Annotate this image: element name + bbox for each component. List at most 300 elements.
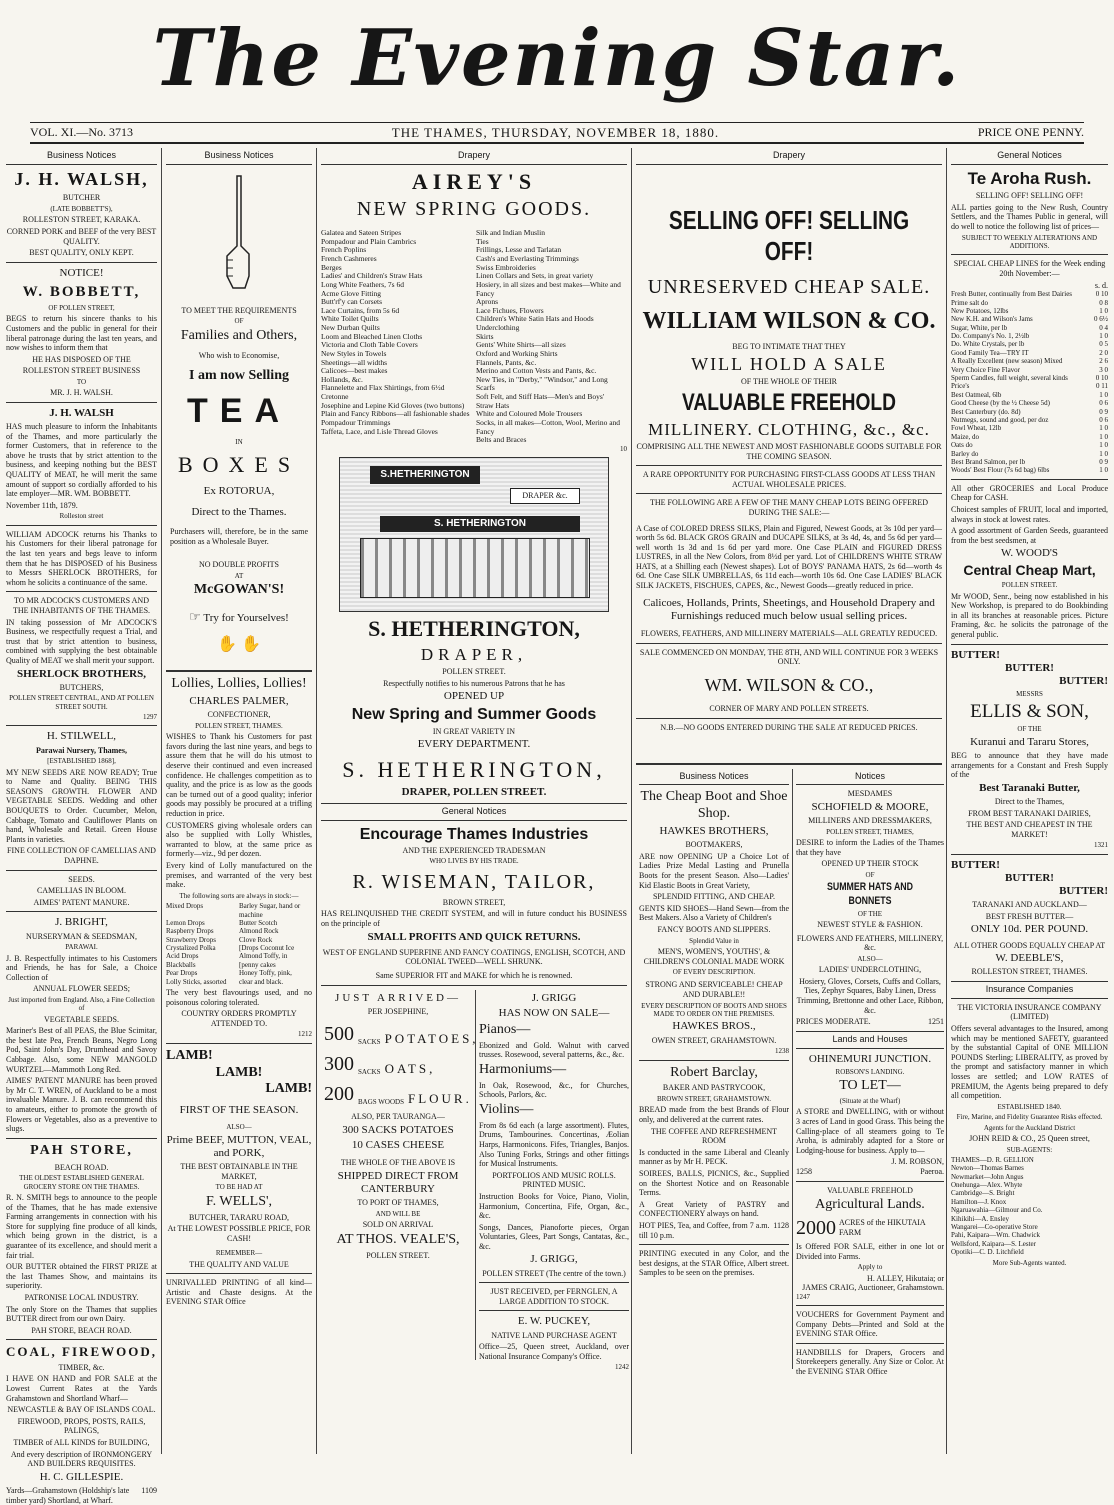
hand-pointer-icon	[166, 169, 312, 304]
strong: STRONG AND SERVICEABLE! CHEAP AND DURABLE!!	[645, 980, 783, 1000]
splendid-fitting: SPLENDID FITTING, AND CHEAP.	[652, 892, 775, 902]
splendid-value: Splendid Value in	[689, 936, 739, 945]
ad-number: 10	[620, 444, 627, 453]
brown-street: BROWN STREET,	[442, 897, 506, 907]
column-2	[162, 148, 317, 1454]
price-item: Fresh Butter, continually from Best Dairies	[951, 290, 1073, 299]
portfolios: PORTFOLIOS AND MUSIC ROLLS. PRINTED MUSIC.	[492, 1170, 616, 1190]
ad-number: 1247	[796, 1292, 810, 1301]
list-item: Frillings, Lesse and Tarlatan	[476, 245, 562, 255]
draper-pollen: DRAPER, POLLEN STREET.	[401, 785, 547, 798]
price-row	[951, 290, 1108, 298]
jh-walsh: J. H. WALSH	[49, 406, 114, 419]
newspaper-title: The Evening Star.	[152, 13, 962, 104]
list-item: Straw Hats	[476, 400, 510, 410]
list-item: Cash's and Everlasting Trimmings	[476, 254, 579, 264]
list-item: Almond Rock	[239, 927, 279, 936]
prime-meat: Prime BEEF, MUTTON, VEAL, and PORK,	[166, 1133, 312, 1159]
sacks2: 300 SACKS POTATOES	[342, 1124, 454, 1136]
price-value: 2 6	[1099, 357, 1108, 366]
more-sub-agents: More Sub-Agents wanted.	[992, 1258, 1067, 1267]
list-item: Blackballs	[166, 960, 196, 969]
annual-seeds: ANNUAL FLOWER SEEDS;	[32, 984, 131, 994]
price-value: 0 6	[1099, 415, 1108, 424]
list-item: Cambridge—S. Bright	[951, 1189, 1015, 1198]
established: ESTABLISHED 1840.	[997, 1102, 1062, 1111]
shop-sign: S.HETHERINGTON	[370, 466, 480, 484]
column-1	[2, 148, 162, 1505]
list-item: Long White Feathers, 7s 6d	[321, 279, 404, 289]
garden-seeds: A good assortment of Garden Seeds, guaranteed from the best seedsmen, at	[951, 526, 1108, 545]
section-header: Lands and Houses	[796, 1031, 944, 1049]
pah-store2: PAH STORE, BEACH ROAD.	[31, 1325, 132, 1335]
aimes-body: AIMES' PATENT MANURE has been proved by Mr C. T. WREN, of Auckland to be a most invaluable Manure. J. B. can recommend this to amateurs, either to promote the growth of Flowers or Vegetables, also as a preventive to slugs.	[6, 1076, 157, 1134]
violins-body: From 8s 6d each (a large assortment). Flutes, Drums, Tambourines. Concertinas, Æolian Harps, Harmonicons. Fifes, Triangles, Banjos. Also Tuning Forks, Strings and other fittings for Musical Instruments.	[479, 1120, 629, 1169]
list-item: Oxford and Working Shirts	[476, 348, 558, 358]
walsh-trade: BUTCHER	[62, 193, 101, 203]
price-row	[951, 458, 1108, 466]
list-item: Lemon Drops	[166, 918, 205, 927]
price: PRICE ONE PENNY.	[977, 125, 1084, 139]
shipped-direct: SHIPPED DIRECT FROM CANTERBURY	[337, 1169, 459, 1196]
list-item: Almond Toffy, in	[239, 952, 288, 961]
walsh-address: ROLLESTON STREET, KARAKA.	[22, 215, 141, 225]
sub-agents-list	[951, 1156, 1108, 1257]
ad-number: 1242	[615, 1363, 629, 1372]
column-4	[632, 148, 947, 1454]
sherlock-address: POLLEN STREET CENTRAL, AND AT POLLEN STREET SOUTH.	[9, 694, 154, 711]
confectioner: CONFECTIONER,	[207, 710, 271, 720]
lamb: LAMB!	[166, 1047, 213, 1063]
pah-butter: OUR BUTTER obtained the FIRST PRIZE at the last Thames Show, and maintains its superiority.	[6, 1262, 157, 1291]
unit: SACKS	[358, 1068, 381, 1077]
to-let: TO LET—	[839, 1078, 901, 1094]
walsh-line: CORNED PORK and BEEF of the very BEST QUALITY.	[6, 226, 157, 246]
mens-work: MEN'S, WOMEN'S, YOUTHS', & CHILDREN'S COLONIAL MADE WORK	[643, 946, 785, 966]
veale: AT THOS. VEALE'S,	[336, 1231, 460, 1247]
schofield: SCHOFIELD & MOORE,	[811, 800, 929, 813]
list-item: Wellsford, Kaipara—S. Lester	[951, 1239, 1036, 1248]
victoria-insurance: THE VICTORIA INSURANCE COMPANY (LIMITED)	[957, 1002, 1102, 1022]
economise: Who wish to Economise,	[198, 350, 280, 360]
butter: BUTTER!	[951, 648, 1000, 661]
of: OF	[865, 870, 875, 879]
brown-st: BROWN STREET, GRAHAMSTOWN.	[656, 1095, 772, 1104]
wells-butcher: BUTCHER, TARARU ROAD,	[188, 1212, 290, 1222]
just-received: JUST RECEIVED, per FERNGLEN, A LARGE ADDITION TO STOCK.	[490, 1287, 618, 1306]
palmer-body: WISHES to Thank his Customers for past favors during the last nine years, and begs to assure them that he will do his utmost to deserve their continued and even increased confidence. He challenges competition as to quality, and the price is as low as the goods can be turned out of a good quality; inferior goods may possibly be procured at a trifling reduction in price.	[166, 732, 312, 818]
paeroa: Paeroa.	[920, 1166, 944, 1176]
list-item: French Poplins	[321, 245, 367, 255]
camellias-bloom: CAMELLIAS IN BLOOM.	[36, 886, 127, 896]
subject-to: SUBJECT TO WEEKLY ALTERATIONS AND ADDITIONS.	[961, 233, 1098, 250]
following-lots: THE FOLLOWING ARE A FEW OF THE MANY CHEAP LOTS BEING OFFERED DURING THE SALE:—	[649, 498, 928, 517]
price-row	[951, 382, 1108, 390]
pah-oldest: THE OLDEST ESTABLISHED GENERAL GROCERY STORE ON THE THAMES.	[19, 1174, 144, 1191]
palmer-body3: Every kind of Lolly manufactured on the premises, and warranted of the very best make.	[166, 860, 312, 890]
boxes: BOXES	[177, 452, 301, 478]
price-row	[951, 324, 1108, 332]
woods: W. WOOD'S	[1001, 547, 1058, 560]
list-item: Children's White Satin Hats and Hoods	[476, 314, 594, 324]
price-value: 0 11	[1096, 382, 1108, 391]
grigg-sale: HAS NOW ON SALE—	[498, 1006, 610, 1019]
apply: Apply to	[857, 1263, 883, 1272]
of-the: OF THE	[857, 909, 883, 918]
pastry: A Great Variety of PASTRY and CONFECTIONERY always on hand.	[639, 1199, 789, 1219]
price-row	[951, 374, 1108, 382]
millinery: MILLINERY. CLOTHING, &c., &c.	[648, 419, 930, 439]
coal-heading: COAL, FIREWOOD,	[6, 1344, 157, 1360]
sale-commenced: SALE COMMENCED ON MONDAY, THE 8TH, AND WILL CONTINUE FOR 3 WEEKS ONLY.	[639, 647, 939, 667]
list-item: Pahi, Kaipara—Wm. Chadwick	[951, 1231, 1041, 1240]
corner: CORNER OF MARY AND POLLEN STREETS.	[709, 704, 869, 714]
price-item: New K.H. and Wilson's Jams	[951, 315, 1033, 324]
quantity: 300	[324, 1053, 354, 1076]
list-item: Linen Collars and Sets, in great variety	[476, 271, 594, 281]
unit: BAGS WOODS	[358, 1098, 404, 1107]
price-item: Sugar, White, per lb	[951, 323, 1008, 332]
bobbett-body: BEGS to return his sincere thanks to his Customers and the public in general for their liberal patronage during the last ten years, and now wishes to inform them that	[6, 314, 157, 353]
price-row	[951, 391, 1108, 399]
section-header: Business Notices	[6, 148, 157, 165]
list-item: Taffeta, Lace, and Lisle Thread Gloves	[321, 426, 438, 436]
price-item: Good Cheese (by the ½ Cheese 5d)	[951, 399, 1050, 408]
hold-sale: WILL HOLD A SALE	[691, 353, 887, 374]
bread: BREAD made from the best Brands of Flour only, and delivered at the current rates.	[639, 1105, 789, 1124]
butter: BUTTER!	[1005, 871, 1054, 884]
butter: BUTTER!	[1059, 885, 1108, 898]
pianos-body: Ebonized and Gold. Walnut with carved trusses. Rosewood, several patterns, &c., &c.	[479, 1040, 629, 1060]
quantity: 200	[324, 1083, 354, 1106]
annual-sub: Just imported from England. Also, a Fine Collection of	[8, 995, 155, 1013]
baker: BAKER AND PASTRYCOOK,	[662, 1083, 766, 1093]
price-row	[951, 349, 1108, 357]
price-value: 0 10	[1095, 374, 1108, 383]
list-item: Crystalized Polka	[166, 944, 216, 953]
whole-of: OF THE WHOLE OF THEIR	[741, 377, 837, 387]
craig: JAMES CRAIG, Auctioneer, Grahamstown.	[802, 1283, 944, 1293]
list-item: Cretonne	[321, 392, 349, 402]
offered: Is Offered FOR SALE, either in one lot or Divided into Farms.	[796, 1241, 944, 1261]
wiseman: R. WISEMAN, TAILOR,	[352, 870, 596, 893]
veg-body: Mariner's Best of all PEAS, the Blue Scimitar, the best late Pea, French Beans, Negro Long Pod, Saint John's Day, Drumhead and Savoy Cabbage. Also, some NEW MANGOLD WURTZEL—Mammoth Long Red.	[6, 1026, 157, 1074]
price-row	[951, 466, 1108, 474]
acres: ACRES of the HIKUTAIA FARM	[839, 1218, 926, 1237]
violins: Violins—	[479, 1101, 534, 1117]
puckey: E. W. PUCKEY,	[517, 1315, 591, 1328]
lowest-price: At THE LOWEST POSSIBLE PRICE, FOR CASH!	[167, 1224, 311, 1243]
wharf: (Situate at the Wharf)	[839, 1097, 901, 1105]
valuable-freehold: VALUABLE FREEHOLD	[827, 1185, 913, 1195]
price-value: 1 0	[1099, 332, 1108, 341]
wm-wilson: WM. WILSON & CO.,	[704, 674, 874, 695]
grigg2: J. GRIGG,	[530, 1253, 578, 1266]
taranaki-butter: Best Taranaki Butter,	[979, 781, 1080, 794]
list-item: Butt'rf'y can Corsets	[321, 297, 383, 307]
price-item: Price's	[951, 382, 970, 391]
unit: SACKS	[358, 1038, 381, 1047]
price-value: 1 0	[1099, 424, 1108, 433]
list-item: clear and black.	[239, 977, 284, 986]
pah-road: BEACH ROAD.	[54, 1162, 109, 1172]
grigg: J. GRIGG	[531, 991, 577, 1004]
price-row	[951, 399, 1108, 407]
list-item: New Durban Quilts	[321, 323, 380, 333]
section-header: Business Notices	[166, 148, 312, 165]
fresh-butter: BEST FRESH BUTTER—	[985, 911, 1074, 921]
lamb: LAMB!	[215, 1064, 263, 1080]
list-item: Newmarket—John Angus	[951, 1172, 1024, 1181]
airey: AIREY'S	[411, 168, 537, 194]
list-item: Acid Drops	[166, 952, 199, 961]
bootmakers: BOOTMAKERS,	[685, 840, 743, 850]
per-josephine: PER JOSEPHINE,	[367, 1006, 429, 1016]
ad-number: 1128	[773, 1220, 789, 1230]
of: OF	[234, 317, 244, 326]
price-row	[951, 366, 1108, 374]
section-header: Drapery	[321, 148, 627, 165]
experienced: AND THE EXPERIENCED TRADESMAN	[402, 845, 546, 855]
gillespie: H. C. GILLESPIE.	[39, 1470, 124, 1483]
price-item: Sperm Candles, full weight, several kinds	[951, 374, 1068, 383]
bright-body: J. B. Respectfully intimates to his Customers and Friends, he has for Sale, a Choice Collection of	[6, 953, 157, 982]
price-row	[951, 433, 1108, 441]
item: FLOUR.	[407, 1090, 472, 1106]
relinquished: HAS RELINQUISHED THE CREDIT SYSTEM, and will in future conduct his BUSINESS on the principle of	[321, 909, 627, 929]
great-variety: IN GREAT VARIETY IN	[432, 726, 516, 736]
selling-off: SELLING OFF! SELLING OFF!	[668, 204, 910, 266]
aimes: AIMES' PATENT MANURE.	[33, 897, 130, 907]
price-item: Prime salt do	[951, 298, 988, 307]
ladies-underclothing: LADIES' UNDERCLOTHING,	[818, 965, 922, 975]
price-item: Woods' Best Flour (7s 6d bag) 6lbs	[951, 466, 1050, 475]
price-item: New Potatoes, 12lbs	[951, 306, 1009, 315]
handbills: HANDBILLS for Drapers, Grocers and Storekeepers generally. Any Size or Color. At the EVENING STAR Office	[796, 1347, 944, 1377]
list-item	[324, 1022, 479, 1047]
unreserved: UNRESERVED CHEAP SALE.	[647, 276, 931, 299]
stilwell-name: H. STILWELL,	[46, 730, 117, 743]
list-item: Plain and Fancy Ribbons—all fashionable shades	[321, 409, 470, 419]
list-item: French Cashmeres	[321, 254, 377, 264]
direct: Direct to the Thames.	[191, 505, 287, 518]
flowers-millinery: FLOWERS AND FEATHERS, MILLINERY, &c.	[796, 933, 944, 953]
desire: DESIRE to inform the Ladies of the Thames that they have	[796, 838, 944, 857]
ad-number: 1238	[775, 1047, 789, 1056]
calicoes: Calicoes, Hollands, Prints, Sheetings, and Household Drapery and Furnishings reduced much below usual selling prices.	[643, 596, 935, 622]
list-item: Mixed Drops	[166, 902, 204, 911]
small-profits: SMALL PROFITS AND QUICK RETURNS.	[367, 930, 581, 943]
hawkes: HAWKES BROTHERS,	[659, 824, 769, 837]
item: OATS,	[384, 1060, 436, 1076]
list-item: White Toilet Quilts	[321, 314, 379, 324]
price-value: 0 9	[1099, 457, 1108, 466]
pianos: Pianos—	[479, 1022, 531, 1037]
to-meet: TO MEET THE REQUIREMENTS	[181, 305, 297, 315]
pah-store: PAH STORE,	[30, 1142, 133, 1158]
price-value: 1 0	[1099, 432, 1108, 441]
bright-place: PARAWAI.	[65, 943, 98, 952]
choicest: Choicest samples of FRUIT, local and imported, always in stock at lowest rates.	[951, 504, 1108, 524]
hawkes-body: ARE now OPENING UP a Choice Lot of Ladies Prize Medal Lasting and Prunella Boots for the present Season. Also—Ladies' Kid Elastic Boots in Great Variety,	[639, 851, 789, 890]
ad-number: 1109	[141, 1486, 157, 1496]
price-list	[951, 290, 1108, 475]
quality-value: THE QUALITY AND VALUE	[189, 1259, 289, 1269]
sorts-list	[166, 902, 312, 986]
list-item: Kihikihi—A. Ensley	[951, 1214, 1009, 1223]
opened-stock: OPENED UP THEIR STOCK	[821, 859, 919, 869]
selling: I am now Selling	[189, 368, 289, 384]
list-item: Gents' White Shirts—all sizes	[476, 340, 566, 350]
summer-hats: SUMMER HATS AND BONNETS	[826, 881, 914, 907]
price-row	[951, 357, 1108, 365]
price-row	[951, 441, 1108, 449]
list-item: Belts and Braces	[476, 435, 527, 445]
harmoniums: Harmoniums—	[479, 1061, 567, 1077]
rolleston: ROLLESTON STREET, THAMES.	[971, 967, 1088, 977]
butter: BUTTER!	[951, 858, 1000, 871]
lollies: Lollies, Lollies, Lollies!	[171, 676, 307, 692]
price-row	[951, 332, 1108, 340]
agents: Agents for the Auckland District	[983, 1123, 1076, 1132]
price-item: Do. Company's No. 1, 2½lb	[951, 332, 1030, 341]
puckey-office: Office—25, Queen street, Auckland, over National Insurance Company's Office.	[479, 1342, 629, 1361]
flowers-feathers: FLOWERS, FEATHERS, AND MILLINERY MATERIALS—ALL GREATLY REDUCED.	[640, 629, 938, 639]
rare-opportunity: A RARE OPPORTUNITY FOR PURCHASING FIRST-CLASS GOODS AT LESS THAN ACTUAL WHOLESALE PRICES.	[642, 470, 936, 489]
opened-up: OPENED UP	[443, 690, 505, 703]
at: AT	[234, 571, 244, 580]
mesdames: MESDAMES	[847, 789, 893, 799]
prices-moderate: PRICES MODERATE.	[796, 1017, 871, 1027]
price-row	[951, 408, 1108, 416]
price-row	[951, 450, 1108, 458]
list-item: Underclothing	[476, 323, 520, 333]
bright-trade: NURSERYMAN & SEEDSMAN,	[26, 931, 137, 941]
list-item: Hamilton—J. Knox	[951, 1197, 1007, 1206]
list-item: Butter Scotch	[239, 918, 278, 927]
list-item: Ties	[476, 236, 489, 246]
walsh-late: (LATE BOBBETT'S),	[50, 204, 113, 213]
list-item: Pear Drops	[166, 969, 198, 978]
special-lines: SPECIAL CHEAP LINES for the Week ending 20th November:—	[953, 259, 1106, 278]
price-value: 1 0	[1099, 306, 1108, 315]
adcock-body2: IN taking possession of Mr ADCOCK'S Business, we respectfully request a Trial, and trust that by strict attention to business, combined with supplying the best obtainable Quality of MEAT we shall merit your support.	[6, 617, 157, 665]
store-body: A STORE and DWELLING, with or without 3 acres of Land in good Grass. This being the Calling-place of all steamers going to Te Aroha, is admirably adapted for a Store or Lodging-house for business. Apply to—	[796, 1107, 944, 1155]
palmer-addr: POLLEN STREET, THAMES.	[195, 721, 283, 730]
list-item: Clove Rock	[239, 935, 273, 944]
stilwell-nursery: Parawai Nursery, Thames,	[36, 745, 127, 755]
families: Families and Others,	[180, 327, 298, 343]
list-item: Silk and Indian Muslin	[476, 228, 545, 238]
encourage: Encourage Thames Industries	[359, 825, 589, 843]
flavourings: The very best flavourings used, and no poisonous coloring tolerated.	[166, 988, 312, 1007]
price-item: Maize, do	[951, 432, 979, 441]
list-item: Lace Fichues, Flowers	[476, 305, 544, 315]
fancy-boots: FANCY BOOTS AND SLIPPERS.	[657, 924, 771, 934]
vouchers: VOUCHERS for Government Payment and Company Debts—Printed and Sold at the EVENING STAR Office.	[796, 1310, 944, 1339]
wilson: WILLIAM WILSON & CO.	[642, 308, 936, 335]
same-fit: Same SUPERIOR FIT and MAKE for which he is renowned.	[375, 971, 573, 981]
selling-off: SELLING OFF! SELLING OFF!	[975, 191, 1084, 201]
shop-sign: S. HETHERINGTON	[380, 516, 580, 532]
pointing-hand-icon: ☞	[189, 608, 201, 624]
dateline	[30, 122, 1084, 144]
in: IN	[235, 437, 243, 446]
yards: Yards—Grahamstown (Holdship's late timber yard) Shortland, at Wharf.	[6, 1486, 130, 1505]
to-walsh: MR. J. H. WALSH.	[50, 388, 113, 398]
masthead	[0, 0, 1114, 120]
ohinemuri: OHINEMURI JUNCTION.	[808, 1052, 932, 1065]
robson-landing: ROBSON'S LANDING.	[835, 1067, 905, 1076]
price-value: 1 0	[1099, 449, 1108, 458]
palmer: CHARLES PALMER,	[189, 695, 289, 708]
unrivalled-printing: UNRIVALLED PRINTING of all kind—Artistic and Chaste designs. At the EVENING STAR Office	[166, 1278, 312, 1307]
price-value: 0 4	[1099, 323, 1108, 332]
to-be-had: TO BE HAD AT	[215, 1183, 263, 1192]
jh-place: Rolleston street	[59, 512, 104, 521]
draper: DRAPER,	[420, 644, 528, 664]
list-item: New Ties, in "Derby," "Windsor," and Long Scarfs	[476, 374, 608, 393]
agricultural-lands: Agricultural Lands.	[815, 1197, 925, 1213]
native-land: NATIVE LAND PURCHASE AGENT	[491, 1330, 617, 1340]
list-item: Galatea and Sateen Stripes	[321, 228, 402, 238]
price-item: Oats do	[951, 441, 973, 450]
ironmongery: And every description of IRONMONGERY AND BUILDERS REQUISITES.	[10, 1449, 153, 1469]
volume-number: VOL. XI.—No. 3713	[30, 125, 133, 139]
list-item: White and Coloured Mole Trousers	[476, 409, 583, 419]
list-item: Merino and Cotton Vests and Pants, &c.	[476, 366, 597, 376]
price-value: 1 0	[1099, 466, 1108, 475]
price-item: Barley do	[951, 449, 979, 458]
price-value: 0 8	[1099, 298, 1108, 307]
every-desc: OF EVERY DESCRIPTION.	[672, 968, 756, 977]
price-value: 0 10	[1095, 290, 1108, 299]
sherlock-trade: BUTCHERS,	[59, 682, 104, 692]
barclay: Robert Barclay,	[670, 1064, 758, 1080]
cases-cheese: 10 CASES CHEESE	[351, 1139, 445, 1152]
pollen-thames: POLLEN STREET, THAMES,	[826, 827, 914, 836]
ad-number: 1297	[143, 713, 157, 722]
item: POTATOES,	[384, 1030, 479, 1046]
cheapest: THE BEST AND CHEAPEST IN THE MARKET!	[966, 820, 1093, 839]
rotorua: Ex ROTORUA,	[203, 484, 275, 497]
bright-name: J. BRIGHT,	[55, 916, 108, 929]
list-item: Newton—Thomas Barnes	[951, 1164, 1024, 1173]
milliners: MILLINERS AND DRESSMAKERS,	[808, 816, 932, 826]
whole-above: THE WHOLE OF THE ABOVE IS	[340, 1158, 456, 1168]
beg-intimate: BEG TO INTIMATE THAT THEY	[732, 341, 846, 351]
sorts: The following sorts are always in stock:—	[179, 891, 299, 900]
taranaki-auckland: TARANAKI AND AUCKLAND—	[972, 900, 1087, 910]
list-item: Acme Glove Fitting	[321, 288, 381, 298]
firewood: FIREWOOD, PROPS, POSTS, RAILS, PALINGS,	[17, 1416, 146, 1436]
price-row	[951, 416, 1108, 424]
newcastle: NEWCASTLE & BAY OF ISLANDS COAL.	[7, 1405, 156, 1415]
list-item: Sheetings—all widths	[321, 357, 388, 367]
price-row	[951, 424, 1108, 432]
list-item: New Styles in Towels	[321, 348, 387, 358]
sold-arrival: SOLD ON ARRIVAL	[362, 1220, 434, 1230]
alley: H. ALLEY, Hikutaia; or	[867, 1273, 944, 1283]
list-item	[324, 1052, 472, 1076]
mcgowans: McGOWAN'S!	[193, 582, 285, 598]
list-item: Opotiki—C. D. Litchfield	[951, 1248, 1024, 1257]
patronise-body: The only Store on the Thames that supplies BUTTER direct from our own Dairy.	[6, 1304, 157, 1324]
coal-body: I HAVE ON HAND and FOR SALE at the Lowest Current Rates at the Yards Grahamstown and Shortland Wharf—	[6, 1374, 157, 1403]
price-row	[951, 299, 1108, 307]
section-header: General Notices	[951, 148, 1108, 165]
section-header: Business Notices	[639, 769, 789, 786]
